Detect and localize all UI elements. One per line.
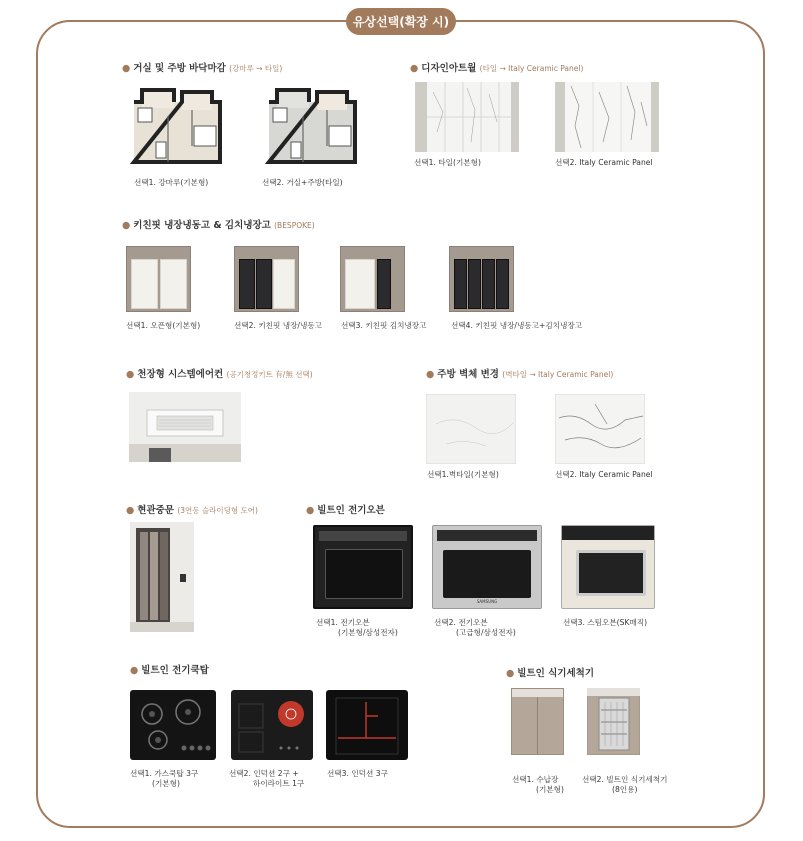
kitchenwall-caption-1: 선택1.벽타일(기본형) [427,470,499,479]
fridge-door [454,259,467,309]
cooktop-gas-image [130,690,216,760]
fridge-option-1-image [126,246,191,312]
cooktop-caption-2: 선택2. 인덕션 2구 + 하이라이트 1구 [229,769,305,789]
oven-window [576,550,646,596]
bullet-icon: ● [122,63,131,74]
fridge-door [377,259,391,309]
dishwasher-cabinet-image [511,688,564,755]
page-title: 유상선택(확장 시) [346,8,456,35]
bullet-icon: ● [306,505,315,516]
cooktop-induction-highlight-image [231,690,313,760]
wall-caption-1: 선택1. 타일(기본형) [414,158,481,167]
fridge-caption-1: 선택1. 오픈형(기본형) [126,321,201,330]
bullet-icon: ● [126,505,135,516]
fridge-caption-3: 선택3. 키친핏 김치냉장고 [341,321,427,330]
kitchenwall-ceramic-image [555,394,645,464]
floor-caption-1: 선택1. 강마루(기본형) [134,178,209,187]
bullet-icon: ● [426,369,435,380]
fridge-caption-2: 선택2. 키친핏 냉장/냉동고 [234,321,322,330]
cooktop-induction-image [326,690,408,760]
section-floor-title: ● 거실 및 주방 바닥마감 (강마루 → 타일) [122,63,283,74]
aircon-image [129,392,241,462]
fridge-door [256,259,272,309]
kitchenwall-caption-2: 선택2. Italy Ceramic Panel [555,470,653,479]
dishwasher-caption-2: 선택2. 빌트인 식기세척기 (8인용) [582,775,668,795]
fridge-door [131,259,158,309]
section-dishwasher-title: ● 빌트인 식기세척기 [506,668,595,679]
oven-control-panel [562,526,654,540]
floor-plan-2 [263,86,359,166]
section-aircon-title: ● 천장형 시스템에어컨 (공기청정키트 有/無 선택) [126,369,313,380]
fridge-door [496,259,509,309]
oven-control-panel [437,530,537,541]
section-wall-title: ● 디자인아트월 (타일 → Italy Ceramic Panel) [410,63,584,74]
section-door-title: ● 현관중문 (3연동 슬라이딩형 도어) [126,505,258,516]
fridge-door [239,259,255,309]
kitchenwall-tile-image [426,394,516,464]
bullet-icon: ● [122,220,131,231]
oven-option-3-image [561,525,655,609]
bullet-icon: ● [126,369,135,380]
fridge-door [468,259,481,309]
door-image [130,522,194,632]
wall-tile-image [415,82,519,152]
fridge-door [482,259,495,309]
bullet-icon: ● [506,668,515,679]
section-fridge-title: ● 키친핏 냉장냉동고 & 김치냉장고 (BESPOKE) [122,220,315,231]
countertop [512,689,563,697]
cooktop-caption-3: 선택3. 인덕션 3구 [327,769,388,778]
oven-brand-label: SAMSUNG [476,599,498,604]
cooktop-caption-1: 선택1. 가스쿡탑 3구 (기본형) [130,769,199,789]
oven-option-2-image [432,525,542,609]
section-kitchenwall-title: ● 주방 벽체 변경 (벽타일 → Italy Ceramic Panel) [426,369,614,380]
dishwasher-builtin-image [587,688,640,755]
fridge-option-4-image [449,246,514,312]
cabinet-divider [537,697,538,754]
section-oven-title: ● 빌트인 전기오븐 [306,505,385,516]
fridge-door [345,259,375,309]
fridge-caption-4: 선택4. 키친핏 냉장/냉동고+김치냉장고 [451,321,583,330]
oven-caption-1: 선택1. 전기오븐 (기본형/삼성전자) [316,618,398,638]
oven-option-1-image [313,525,413,609]
oven-window [325,549,403,599]
floor-plan-1 [128,86,224,166]
bullet-icon: ● [130,665,139,676]
oven-window [443,550,531,598]
dishwasher-caption-1: 선택1. 수납장 (기본형) [512,775,564,795]
fridge-door [273,259,295,309]
wall-ceramic-image [555,82,659,152]
bullet-icon: ● [410,63,419,74]
fridge-door [160,259,187,309]
oven-caption-3: 선택3. 스팀오븐(SK매직) [563,618,648,627]
oven-caption-2: 선택2. 전기오븐 (고급형/삼성전자) [434,618,516,638]
fridge-option-2-image [234,246,299,312]
wall-caption-2: 선택2. Italy Ceramic Panel [555,158,653,167]
fridge-option-3-image [340,246,405,312]
floor-caption-2: 선택2. 거실+주방(타일) [262,178,343,187]
section-cooktop-title: ● 빌트인 전기쿡탑 [130,665,209,676]
oven-control-panel [319,531,407,541]
